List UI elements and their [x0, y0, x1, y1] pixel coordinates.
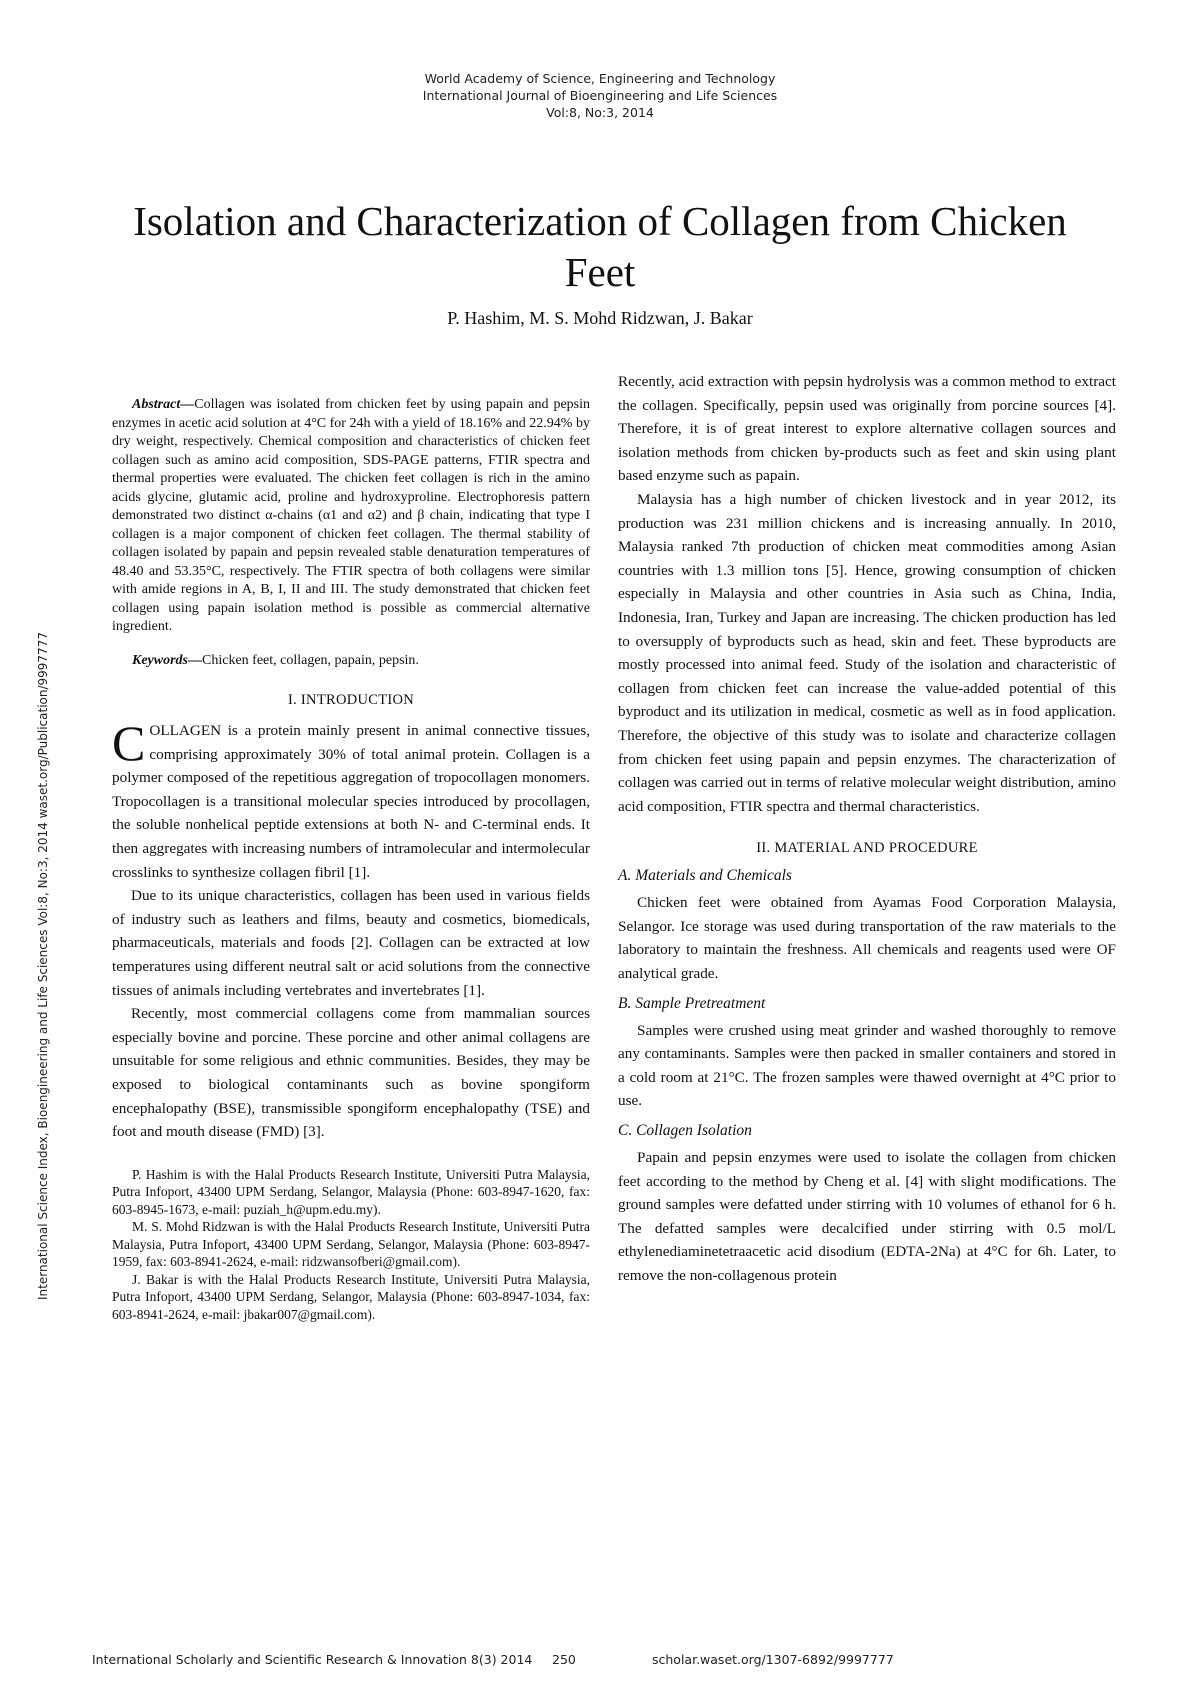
intro-paragraph-4: Recently, acid extraction with pepsin hydrolysis was a common method to extract the collagen. Specifically, pepsin used was originally from porcine sources [4]. Therefore, it is of great interest to explore alternative collagen sources and isolation methods from chicken by-products such as feet and skin using plant based enzyme such as papain.	[618, 373, 1116, 485]
intro-paragraph-2: Due to its unique characteristics, collagen has been used in various fields of industry such as leathers and films, beauty and cosmetics, biomedicals, pharmaceuticals, materials and foods [2]. Collagen can be extracted at low temperatures using different neutral salt or acid solutions from the connective tissues of animals including vertebrates and invertebrates [1].	[112, 887, 590, 999]
footnote-ridzwan: M. S. Mohd Ridzwan is with the Halal Products Research Institute, Universiti Putra Malaysia, Putra Infoport, 43400 UPM Serdang, Selangor, Malaysia (Phone: 603-8947-1959, fax: 603-8941-2624, e-mail: ridzwansofberi@gmail.com).	[112, 1219, 590, 1270]
paper-authors: P. Hashim, M. S. Mohd Ridzwan, J. Bakar	[447, 308, 753, 328]
keywords-text: Chicken feet, collagen, papain, pepsin.	[202, 652, 419, 668]
footer-journal: International Scholarly and Scientific Research & Innovation 8(3) 2014	[92, 1652, 533, 1667]
page-number: 250	[552, 1652, 576, 1667]
intro-paragraph-1	[112, 715, 590, 884]
footnote-bakar: J. Bakar is with the Halal Products Research Institute, Universiti Putra Malaysia, Putra Infoport, 43400 UPM Serdang, Selangor, Malaysia (Phone: 603-8947-1034, fax: 603-8941-2624, e-mail: jbakar007@gmail.com).	[112, 1271, 590, 1322]
keywords	[112, 652, 590, 671]
abstract-text: Collagen was isolated from chicken feet by using papain and pepsin enzymes in acetic acid solution at 4°C for 24h with a yield of 18.16% and 22.94% by dry weight, respectively. Chemical composition and characteristics of chicken feet collagen such as amino acid composition, SDS-PAGE patterns, FTIR spectra and thermal properties were evaluated. The chicken feet collagen is rich in the amino acids glycine, glutamic acid, proline and hydroxyproline. Electrophoresis pattern demonstrated two distinct α-chains (α1 and α2) and β chain, indicating that type I collagen is a major component of chicken feet collagen. The thermal stability of collagen isolated by papain and pepsin revealed stable denaturation temperatures of 48.40 and 53.35°C, respectively. The FTIR spectra of both collagens were similar with amide regions in A, B, I, II and III. The study demonstrated that chicken feet collagen using papain isolation method is possible as commercial alternative ingredient.	[112, 397, 590, 634]
section-heading-methods: II. MATERIAL AND PROCEDURE	[756, 840, 978, 857]
pretreatment-paragraph: Samples were crushed using meat grinder and washed thoroughly to remove any contaminants. Samples were then packed in smaller containers and stored in a cold room at 21°C. The frozen samples were thawed overnight at 4°C prior to use.	[618, 1021, 1116, 1110]
sidebar-citation: International Science Index, Bioengineering and Life Sciences Vol:8, No:3, 2014 waset.org/Publication/9997777	[36, 632, 50, 1300]
header-journal: International Journal of Bioengineering and Life Sciences	[422, 88, 778, 103]
keywords-label: Keywords—	[132, 652, 202, 668]
author-footnotes	[112, 1166, 590, 1324]
materials-paragraph: Chicken feet were obtained from Ayamas Food Corporation Malaysia, Selangor. Ice storage was used during transportation of the raw materials to the laboratory to maintain the freshness. All chemicals and reagents used were OF analytical grade.	[618, 894, 1116, 983]
intro-paragraph-3: Recently, most commercial collagens come from mammalian sources especially bovine and porcine. These porcine and other animal collagens are unsuitable for some religious and ethnic communities. Besides, they may be exposed to biological contaminants such as bovine spongiform encephalopathy (BSE), transmissible spongiform encephalopathy (TSE) and foot and mouth disease (FMD) [3].	[112, 1005, 590, 1141]
header-organization: World Academy of Science, Engineering and Technology	[424, 71, 776, 86]
subsection-heading-materials: A. Materials and Chemicals	[618, 867, 792, 885]
subsection-heading-pretreatment: B. Sample Pretreatment	[618, 994, 766, 1012]
left-column	[112, 396, 590, 1323]
footnote-hashim: P. Hashim is with the Halal Products Research Institute, Universiti Putra Malaysia, Putra Infoport, 43400 UPM Serdang, Selangor, Malaysia (Phone: 603-8947-1620, fax: 603-8945-1673, e-mail: puziah_h@upm.edu.my).	[112, 1166, 590, 1217]
abstract	[112, 396, 590, 637]
isolation-paragraph: Papain and pepsin enzymes were used to isolate the collagen from chicken feet according to the method by Cheng et al. [4] with slight modifications. The ground samples were defatted under stirring with 10 volumes of ethanol for 6 h. The defatted samples were decalcified under stirring with 0.5 mol/L ethylenediaminetetraacetic acid disodium (EDTA-2Na) at 4°C for 6h. Later, to remove the non-collagenous protein	[618, 1149, 1116, 1284]
footer-url: scholar.waset.org/1307-6892/9997777	[652, 1652, 894, 1667]
journal-header	[0, 70, 1200, 121]
right-column	[618, 370, 1116, 1288]
drop-cap: C	[112, 715, 146, 771]
subsection-heading-isolation: C. Collagen Isolation	[618, 1122, 752, 1140]
intro-paragraph-1-text: OLLAGEN is a protein mainly present in animal connective tissues, comprising approximately 30% of total animal protein. Collagen is a polymer composed of the repetitious aggregation of tropocollagen monomers. Tropocollagen is a transitional molecular species introduced by procollagen, the soluble nonhelical peptide extensions at both N- and C-terminal ends. It then aggregates with increasing numbers of intramolecular and intermolecular crosslinks to synthesize collagen fibril [1].	[112, 722, 590, 881]
paper-title: Isolation and Characterization of Collagen from Chicken Feet	[133, 198, 1067, 295]
intro-paragraph-5: Malaysia has a high number of chicken livestock and in year 2012, its production was 231 million chickens and is increasing annually. In 2010, Malaysia ranked 7th production of chicken meat commodities among Asian countries with 1.3 million tons [5]. Hence, growing consumption of chicken especially in Malaysia and other countries in Asia such as China, India, Indonesia, Iran, Turkey and Japan are increasing. The chicken production has led to oversupply of byproducts such as head, skin and feet. These byproducts are mostly processed into animal feed. Study of the isolation and characteristic of collagen from chicken feet can increase the value-added potential of this byproduct and its utilization in medical, cosmetic as well as in food application. Therefore, the objective of this study was to isolate and characterize collagen from chicken feet using papain and pepsin enzymes. The characterization of collagen was carried out in terms of relative molecular weight distribution, amino acid composition, FTIR spectra and thermal characteristics.	[618, 490, 1116, 815]
abstract-label: Abstract—	[132, 397, 195, 412]
section-heading-introduction: I. INTRODUCTION	[287, 692, 415, 708]
header-volume: Vol:8, No:3, 2014	[546, 105, 654, 120]
